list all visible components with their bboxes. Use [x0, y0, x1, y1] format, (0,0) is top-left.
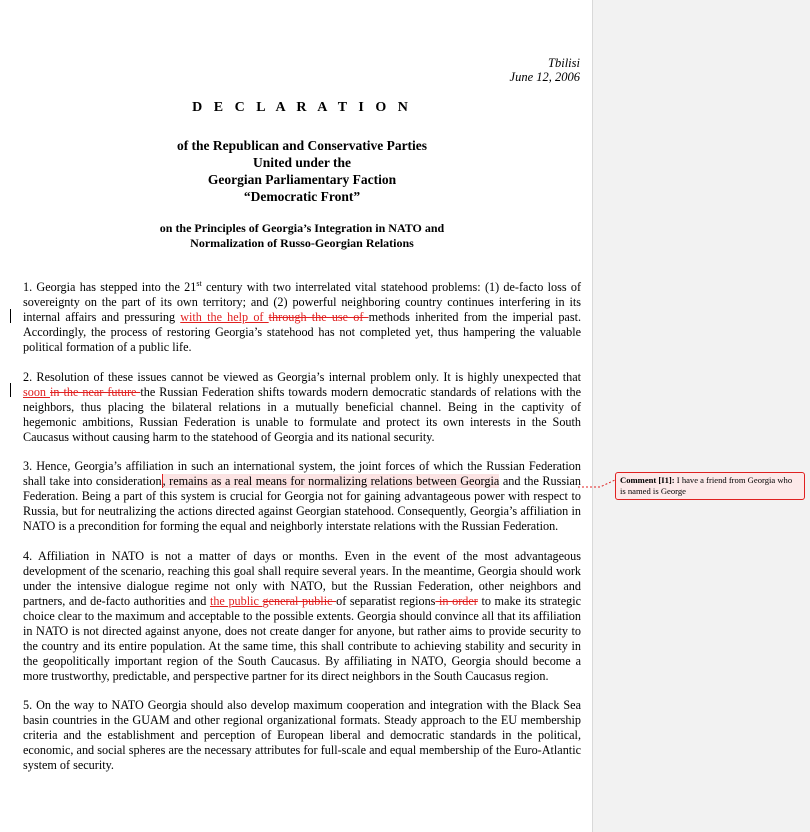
date-line: June 12, 2006 [509, 70, 580, 84]
text-run: 3. Hence, Georgia’s affiliation in such an international system, the joint forces of which the Russian Federation shall take into consideration [23, 459, 581, 488]
commented-text[interactable]: , remains as a real means for normalizing relations between Georgia [162, 474, 500, 488]
text-run: methods inherited from the imperial past. Accordingly, the process of restoring Georgia’s statehood has not completed yet, thus hampering the valuable political formation of a public life. [23, 310, 582, 354]
text-run: of separatist regions [336, 593, 436, 608]
principles-line: Normalization of Russo-Georgian Relations [190, 236, 414, 250]
parties-line: of the Republican and Conservative Parties [176, 138, 428, 153]
text-run: 4. Affiliation in NATO is not a matter of days or months. Even in the event of the most advantageous development of the scenario, reaching this goal shall require several years. In the meantime, Georgia should work under the intensive dialogue regime not only with NATO, but the Russian Federation, other neighbors and partners, and de-facto authorities and [23, 548, 581, 608]
comment-balloon[interactable] [615, 472, 805, 500]
comment-tag: Comment [I1]: [620, 475, 675, 485]
parties-line: “Democratic Front” [243, 189, 361, 204]
tracked-deletion[interactable]: through the use of [268, 310, 369, 324]
paragraph-5: 5. On the way to NATO Georgia should also develop maximum cooperation and integration with the Black Sea basin countries in the GUAM and other regional organizational formats. Steady approach to the EU membership criteria and the establishment and perception of European liberal and democratic standards in the political, economic, and social spheres are the necessary attributes for full-scale and equal membership of the Euro-Atlantic system of security. [23, 698, 581, 772]
text-run: and the Russian Federation. Being a part of this system is crucial for Georgia not for gaining advantageous power with respect to Russia, but for neutralizing the actions directed against Georgian statehood. Consequently, Georgia’s affiliation in NATO is a precondition for forming the equal and neighborly interstate relations with the Russian Federation. [23, 474, 581, 533]
text-run: 1. Georgia has stepped into the 21 [23, 280, 197, 294]
text-run: 2. Resolution of these issues cannot be viewed as Georgia’s internal problem only. It is highly unexpected that [23, 369, 581, 384]
tracked-insertion[interactable]: soon [23, 384, 51, 399]
principles-line: on the Principles of Georgia’s Integration in NATO and [159, 221, 445, 235]
tracked-insertion[interactable]: with the help of [180, 310, 269, 324]
tracked-deletion[interactable]: general public [262, 593, 337, 608]
tracked-insertion[interactable]: the public [209, 593, 263, 608]
parties-line: United under the [252, 155, 351, 170]
city-line: Tbilisi [548, 56, 580, 70]
text-run: the Russian Federation shifts towards modern democratic standards of relations with the neighbors, thus placing the bilateral relations in a mutually beneficial channel. Being in the captivity of hegemonic ambitions, Russian Federation is unable to formulate and protect its own interests in the South Caucasus without causing harm to the statehood of Georgia and its national security. [23, 384, 581, 444]
tracked-deletion[interactable]: in the near future [50, 384, 141, 399]
superscript: st [196, 278, 202, 288]
document-title: D E C L A R A T I O N [192, 100, 412, 115]
text-run: century with two interrelated vital statehood problems: (1) de-facto loss of sovereignty on the part of its own territory; and (2) powerful neighboring country continues interfering in its internal affairs and pressuring [23, 280, 582, 324]
text-run: to make its strategic choice clear to the maximum and acceptable to the possible extents. Georgia should convince all that its affiliation in NATO is not directed against anyone, does not create danger for anyone, but rather aims to provide security to the country and its entire population. At the same time, this shall contribute to achieving stability and security in the geopolitically important region of the South Caucasus. By affiliating in NATO, Georgia should become a more trustworthy, predictable, and perspective partner for its direct neighbors in the South Caucasus region. [23, 593, 581, 683]
tracked-deletion[interactable]: in order [435, 593, 478, 608]
parties-line: Georgian Parliamentary Faction [207, 172, 397, 187]
comment-text: I have a friend from Georgia who is named is George [620, 475, 793, 496]
